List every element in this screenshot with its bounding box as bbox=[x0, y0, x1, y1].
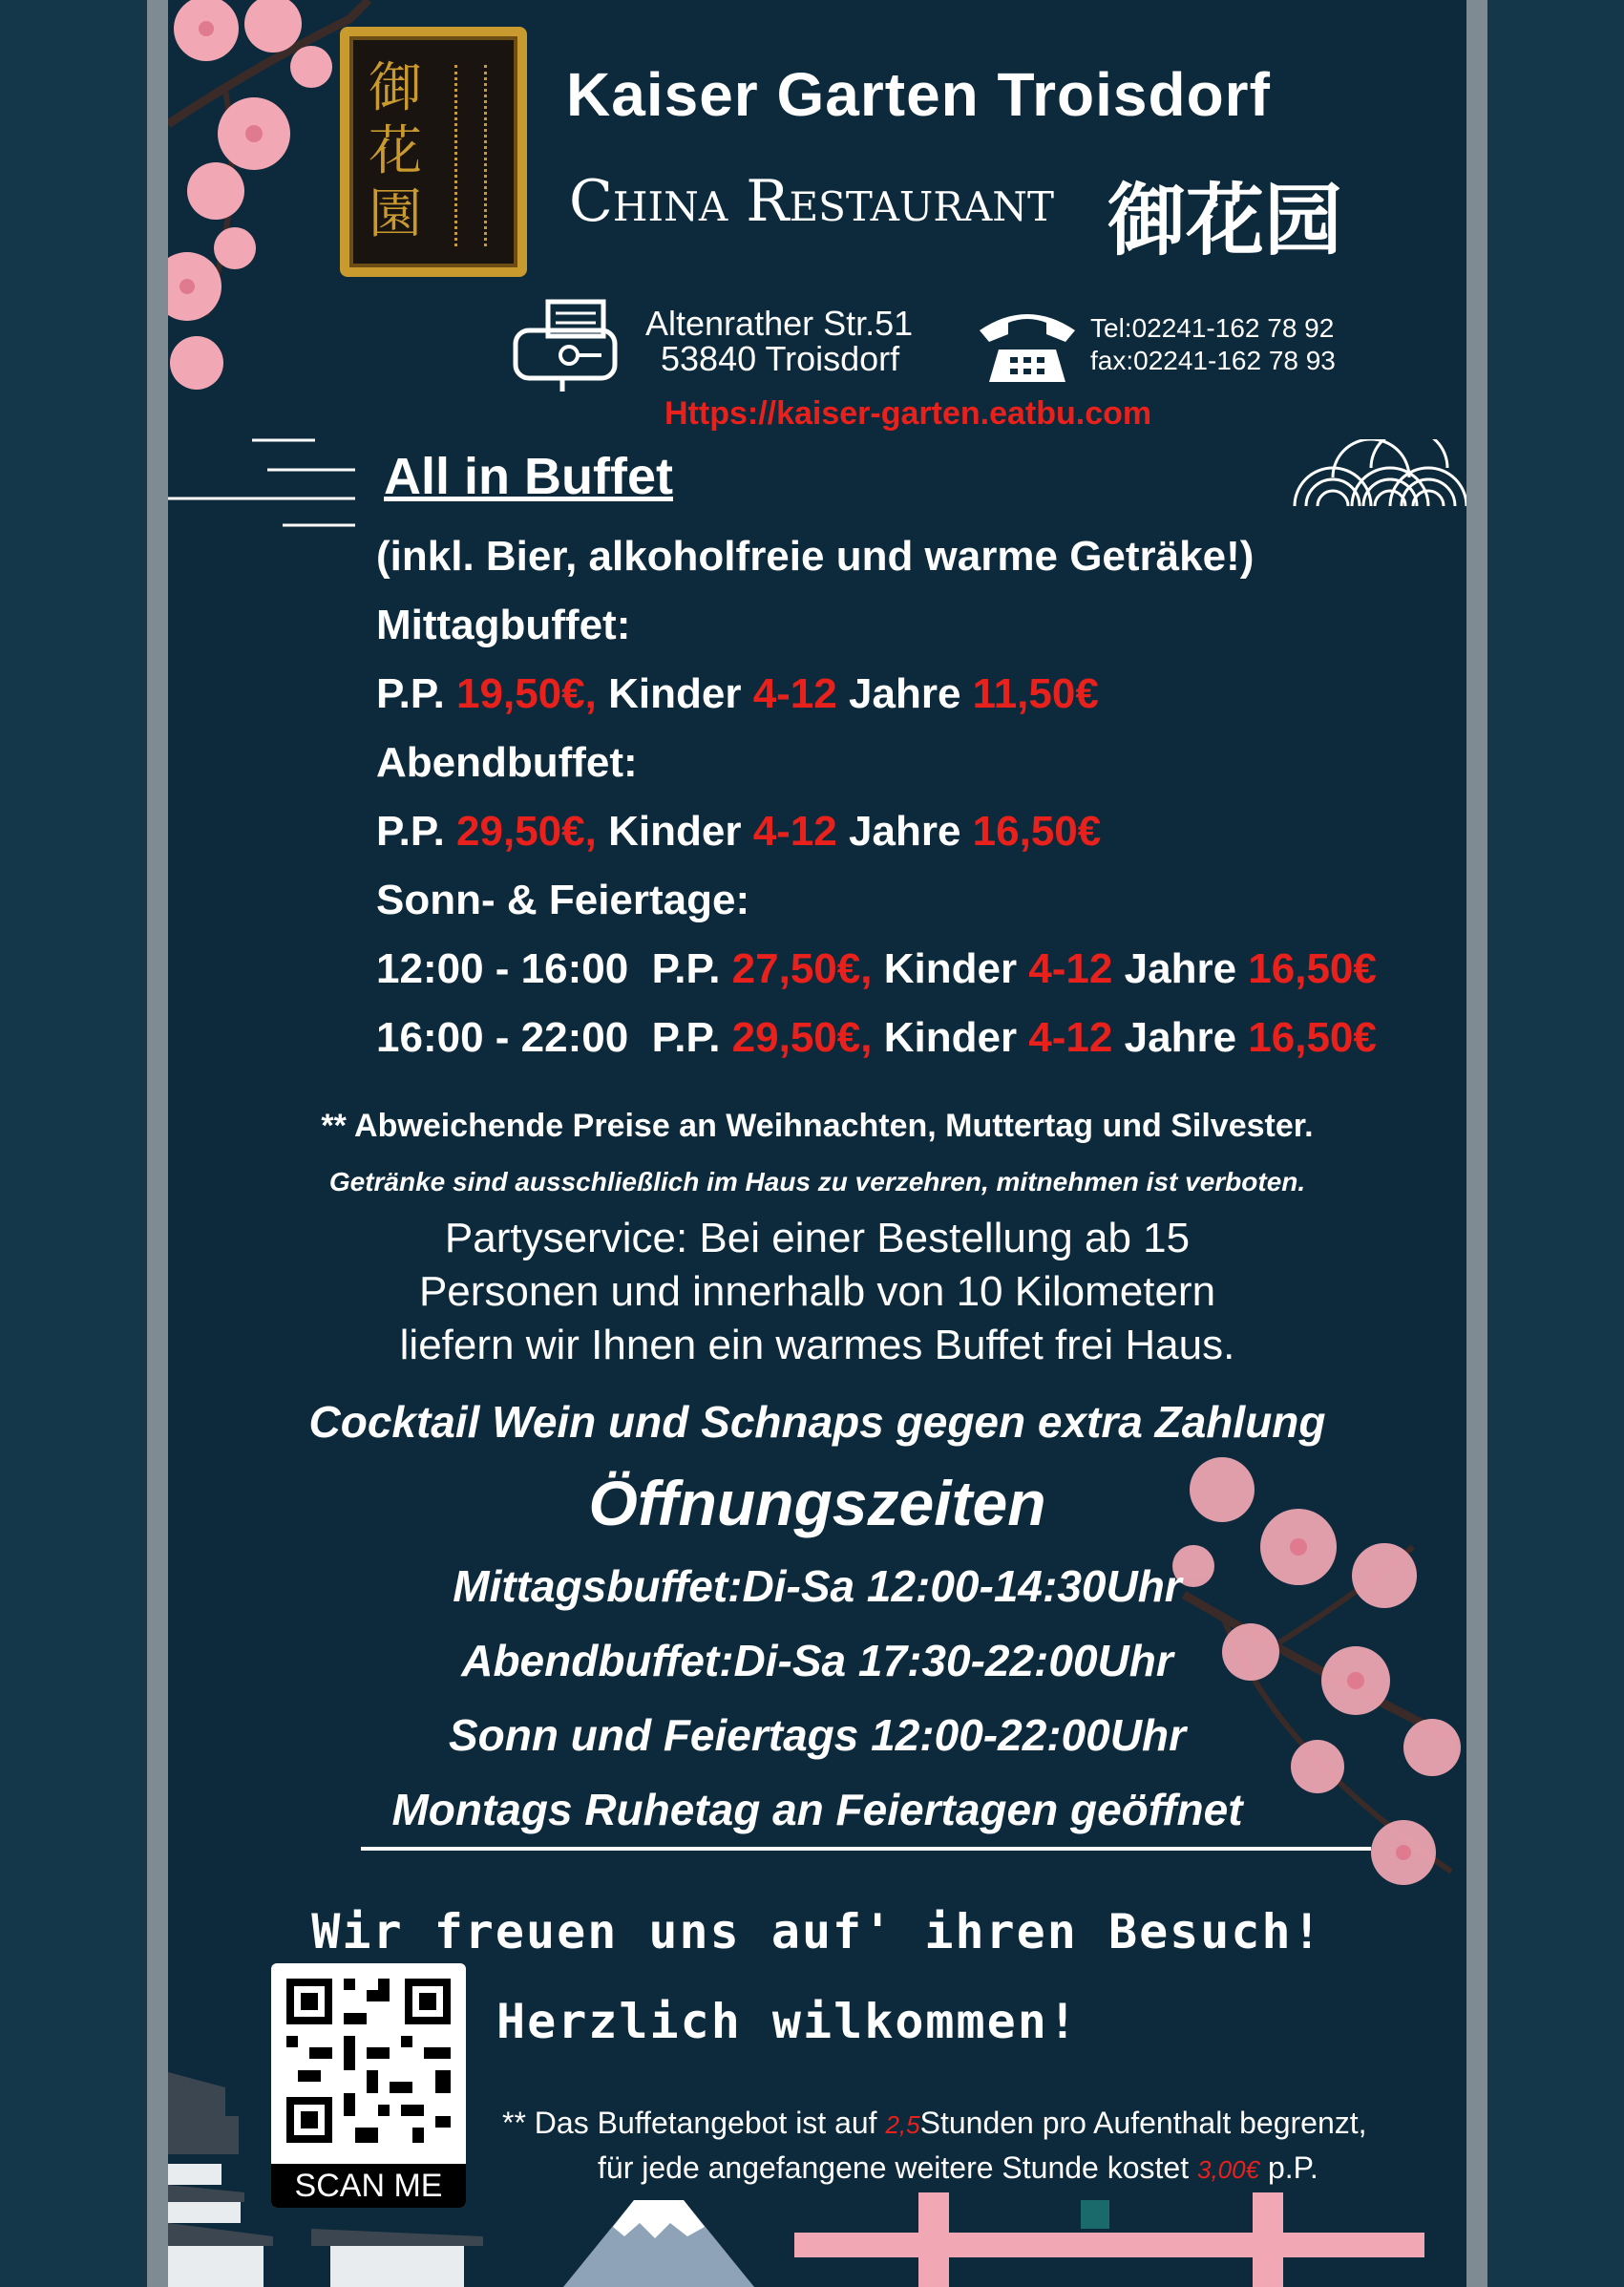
dinner-child-price: 16,50€ bbox=[972, 808, 1102, 855]
buffet-heading: All in Buffet bbox=[384, 448, 673, 505]
pp-label: P.P. bbox=[651, 945, 721, 992]
age-range: 4-12 bbox=[1028, 1014, 1113, 1061]
logo-characters: 御花園 bbox=[369, 57, 422, 245]
deviating-prices-note: ** Abweichende Preise an Weihnachten, Muttertag und Silvester. bbox=[321, 1108, 1314, 1144]
dinner-price-row bbox=[376, 808, 1101, 856]
right-border-rail bbox=[1466, 0, 1487, 2287]
torii-gate-illustration bbox=[794, 2192, 1424, 2287]
jahre-label: Jahre bbox=[1124, 945, 1237, 992]
kinder-label: Kinder bbox=[883, 1014, 1018, 1061]
lunch-adult-price: 19,50€, bbox=[456, 670, 597, 717]
dinner-adult-price: 29,50€, bbox=[456, 808, 597, 855]
extra-price: 3,00€ bbox=[1197, 2155, 1260, 2184]
jahre-label: Jahre bbox=[849, 808, 961, 855]
buffet-time-limit-note bbox=[502, 2106, 1367, 2141]
logo-script bbox=[454, 65, 487, 246]
extra-post: p.P. bbox=[1267, 2150, 1318, 2185]
scan-me-label: SCAN ME bbox=[271, 2164, 466, 2208]
left-border-rail bbox=[147, 0, 168, 2287]
telephone-icon bbox=[974, 304, 1081, 386]
fax-number: fax:02241-162 78 93 bbox=[1090, 346, 1336, 375]
partyservice-line-1: Partyservice: Bei einer Bestellung ab 15 bbox=[444, 1215, 1191, 1261]
kinder-label: Kinder bbox=[883, 945, 1018, 992]
greeting: Wir freuen uns auf' ihren Besuch! bbox=[311, 1904, 1323, 1959]
partyservice-line-3: liefern wir Ihnen ein warmes Buffet frei Haus. bbox=[399, 1322, 1235, 1368]
limit-post: Stunden pro Aufenthalt begrenzt, bbox=[919, 2106, 1367, 2140]
sunday-hours: Sonn und Feiertags 12:00-22:00Uhr bbox=[449, 1710, 1186, 1760]
slot-adult-price: 29,50€, bbox=[731, 1014, 873, 1061]
opening-hours-heading: Öffnungszeiten bbox=[588, 1468, 1046, 1538]
age-range: 4-12 bbox=[752, 670, 837, 717]
mailbox-icon bbox=[510, 296, 621, 392]
lunch-label: Mittagbuffet: bbox=[376, 602, 631, 648]
slot-time: 16:00 - 22:00 bbox=[376, 1014, 629, 1061]
restaurant-subtitle: China Restaurant bbox=[569, 168, 1055, 235]
restaurant-subtitle-cjk: 御花园 bbox=[1107, 175, 1343, 266]
website-link[interactable]: Https://kaiser-garten.eatbu.com bbox=[664, 395, 1152, 432]
address-city: 53840 Troisdorf bbox=[661, 339, 900, 378]
lunch-child-price: 11,50€ bbox=[972, 670, 1099, 717]
logo-frame bbox=[340, 27, 527, 277]
buffet-note: (inkl. Bier, alkoholfreie und warme Geträke!) bbox=[376, 533, 1255, 580]
age-range: 4-12 bbox=[752, 808, 837, 855]
pp-label: P.P. bbox=[651, 1014, 721, 1061]
pp-label: P.P. bbox=[376, 670, 445, 717]
left-margin bbox=[0, 0, 168, 2287]
limit-hours: 2,5 bbox=[885, 2110, 920, 2139]
limit-pre: ** Das Buffetangebot ist auf bbox=[502, 2106, 877, 2140]
partyservice-line-2: Personen und innerhalb von 10 Kilometern bbox=[418, 1268, 1216, 1315]
castle-illustration bbox=[168, 2059, 483, 2287]
holiday-slot-2-row bbox=[376, 1014, 1377, 1062]
lunch-hours: Mittagsbuffet:Di-Sa 12:00-14:30Uhr bbox=[453, 1561, 1182, 1611]
wave-pattern-icon bbox=[1291, 439, 1466, 508]
kinder-label: Kinder bbox=[608, 670, 742, 717]
extra-pre: für jede angefangene weitere Stunde kostet bbox=[598, 2150, 1190, 2185]
lunch-price-row bbox=[376, 670, 1099, 718]
decorative-lines bbox=[168, 435, 359, 531]
extra-charge-note: Cocktail Wein und Schnaps gegen extra Zahlung bbox=[308, 1397, 1326, 1447]
pp-label: P.P. bbox=[376, 808, 445, 855]
dinner-hours: Abendbuffet:Di-Sa 17:30-22:00Uhr bbox=[461, 1636, 1173, 1685]
slot-child-price: 16,50€ bbox=[1248, 1014, 1377, 1061]
restaurant-title: Kaiser Garten Troisdorf bbox=[566, 60, 1271, 129]
age-range: 4-12 bbox=[1028, 945, 1113, 992]
holiday-slot-1-row bbox=[376, 945, 1377, 993]
slot-time: 12:00 - 16:00 bbox=[376, 945, 629, 992]
drinks-note: Getränke sind ausschließlich im Haus zu verzehren, mitnehmen ist verboten. bbox=[328, 1167, 1306, 1196]
extra-hour-charge-note bbox=[598, 2150, 1318, 2186]
kinder-label: Kinder bbox=[608, 808, 742, 855]
monday-underline bbox=[361, 1847, 1371, 1851]
mountain-illustration bbox=[563, 2192, 754, 2287]
monday-note: Montags Ruhetag an Feiertagen geöffnet bbox=[391, 1785, 1243, 1834]
slot-adult-price: 27,50€, bbox=[731, 945, 873, 992]
holiday-label: Sonn- & Feiertage: bbox=[376, 877, 750, 923]
telephone-number: Tel:02241-162 78 92 bbox=[1090, 313, 1335, 343]
jahre-label: Jahre bbox=[1124, 1014, 1237, 1061]
slot-child-price: 16,50€ bbox=[1248, 945, 1377, 992]
dinner-label: Abendbuffet: bbox=[376, 739, 638, 786]
jahre-label: Jahre bbox=[849, 670, 961, 717]
right-margin bbox=[1466, 0, 1624, 2287]
address-street: Altenrather Str.51 bbox=[645, 304, 914, 343]
welcome: Herzlich wilkommen! bbox=[496, 1994, 1079, 2049]
